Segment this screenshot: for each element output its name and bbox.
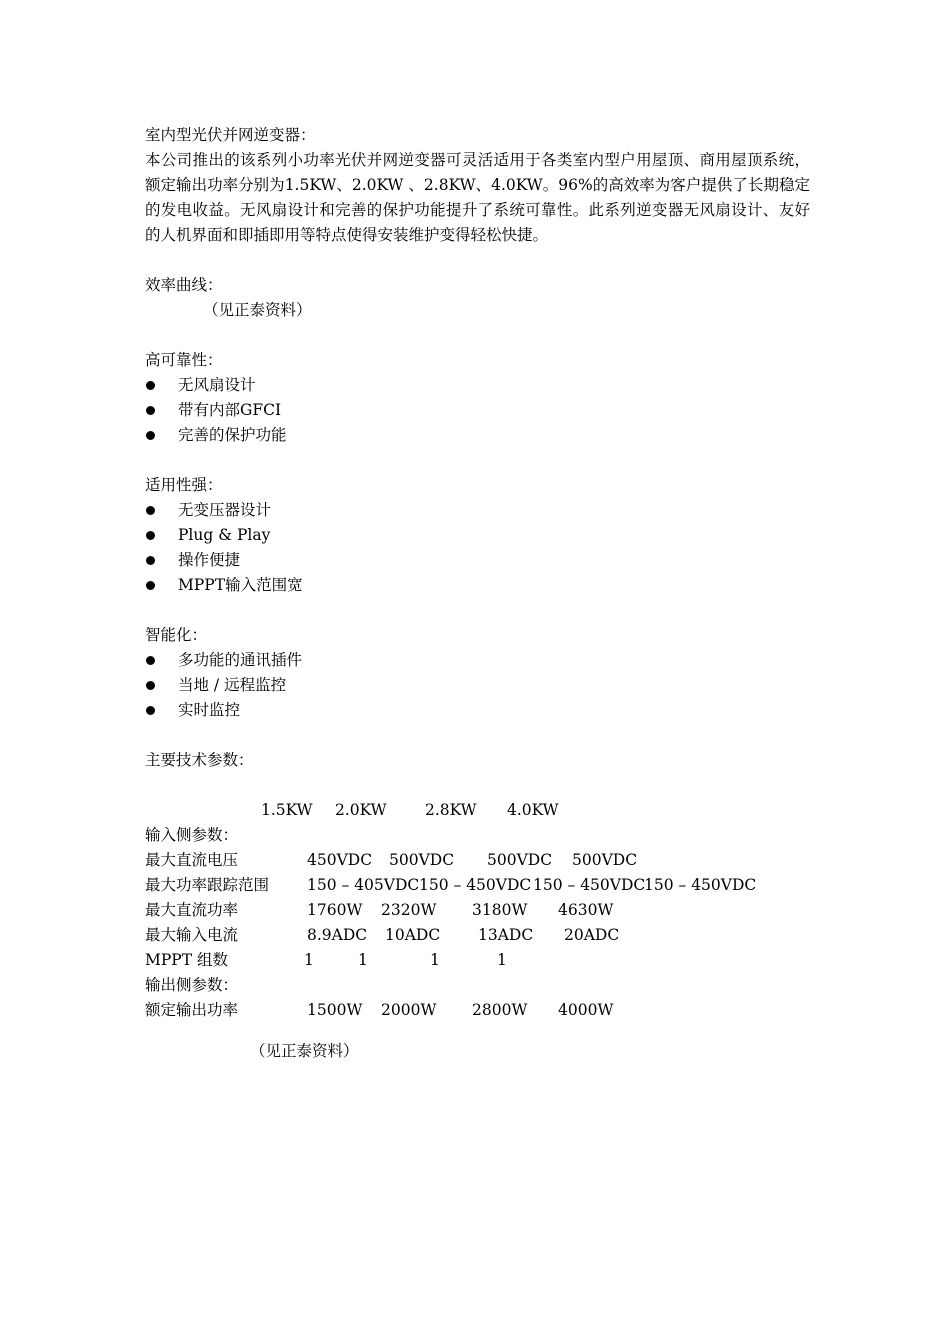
bullet-icon (146, 381, 155, 390)
bullet-icon (146, 406, 155, 415)
doc-title: 室内型光伏并网逆变器： (145, 126, 316, 144)
list-item: 无变压器设计 (145, 498, 810, 523)
spec-label: 最大直流功率 (145, 901, 239, 919)
list-item: 完善的保护功能 (145, 423, 810, 448)
table-row: MPPT 组数 1 1 1 1 (145, 948, 810, 973)
spec-model-header (145, 798, 810, 823)
list-item: MPPT输入范围宽 (145, 573, 810, 598)
table-row: 额定输出功率 1500W 2000W 2800W 4000W (145, 998, 810, 1023)
document-page (145, 123, 810, 1064)
spec-label: 最大功率跟踪范围 (145, 876, 270, 894)
list-item: 当地 / 远程监控 (145, 673, 810, 698)
intro-paragraph: 本公司推出的该系列小功率光伏并网逆变器可灵活适用于各类室内型户用屋顶、商用屋顶系统，额定输出功率分别为1.5KW、2.0KW 、2.8KW、4.0KW。96%的高效率为客户提供了长期稳定的发电收益。无风扇设计和完善的保护功能提升了系统可靠性。此系列逆变器无风扇设计、友好的人机界面和即插即用等特点使得安装维护变得轻松快捷。 (145, 151, 810, 244)
input-heading: 输入侧参数： (145, 826, 239, 844)
spec-label: 最大直流电压 (145, 851, 239, 869)
list-item: 操作便捷 (145, 548, 810, 573)
efficiency-note: （见正泰资料） (203, 301, 312, 319)
list-item: 带有内部GFCI (145, 398, 810, 423)
model-label: 2.0KW (335, 801, 387, 819)
model-label: 1.5KW (261, 801, 313, 819)
bullet-icon (146, 706, 155, 715)
applicability-heading: 适用性强： (145, 476, 223, 494)
list-item: 多功能的通讯插件 (145, 648, 810, 673)
spec-label: MPPT 组数 (145, 951, 228, 969)
list-item: 无风扇设计 (145, 373, 810, 398)
specs-note: （见正泰资料） (250, 1042, 359, 1060)
table-row: 最大功率跟踪范围 150 – 405VDC 150 – 450VDC 150 – 450VDC 150 – 450VDC (145, 873, 810, 898)
bullet-icon (146, 556, 155, 565)
bullet-icon (146, 681, 155, 690)
bullet-icon (146, 581, 155, 590)
table-row: 最大直流电压 450VDC 500VDC 500VDC 500VDC (145, 848, 810, 873)
intelligence-heading: 智能化： (145, 626, 208, 644)
model-label: 2.8KW (425, 801, 477, 819)
efficiency-heading: 效率曲线： (145, 276, 223, 294)
spec-label: 最大输入电流 (145, 926, 239, 944)
table-row: 最大直流功率 1760W 2320W 3180W 4630W (145, 898, 810, 923)
bullet-icon (146, 656, 155, 665)
bullet-icon (146, 506, 155, 515)
reliability-heading: 高可靠性： (145, 351, 223, 369)
table-row: 最大输入电流 8.9ADC 10ADC 13ADC 20ADC (145, 923, 810, 948)
model-label: 4.0KW (507, 801, 559, 819)
spec-label: 额定输出功率 (145, 1001, 239, 1019)
bullet-icon (146, 431, 155, 440)
list-item: 实时监控 (145, 698, 810, 723)
output-heading: 输出侧参数： (145, 976, 239, 994)
specs-heading: 主要技术参数： (145, 751, 254, 769)
bullet-icon (146, 531, 155, 540)
list-item: Plug & Play (145, 523, 810, 548)
